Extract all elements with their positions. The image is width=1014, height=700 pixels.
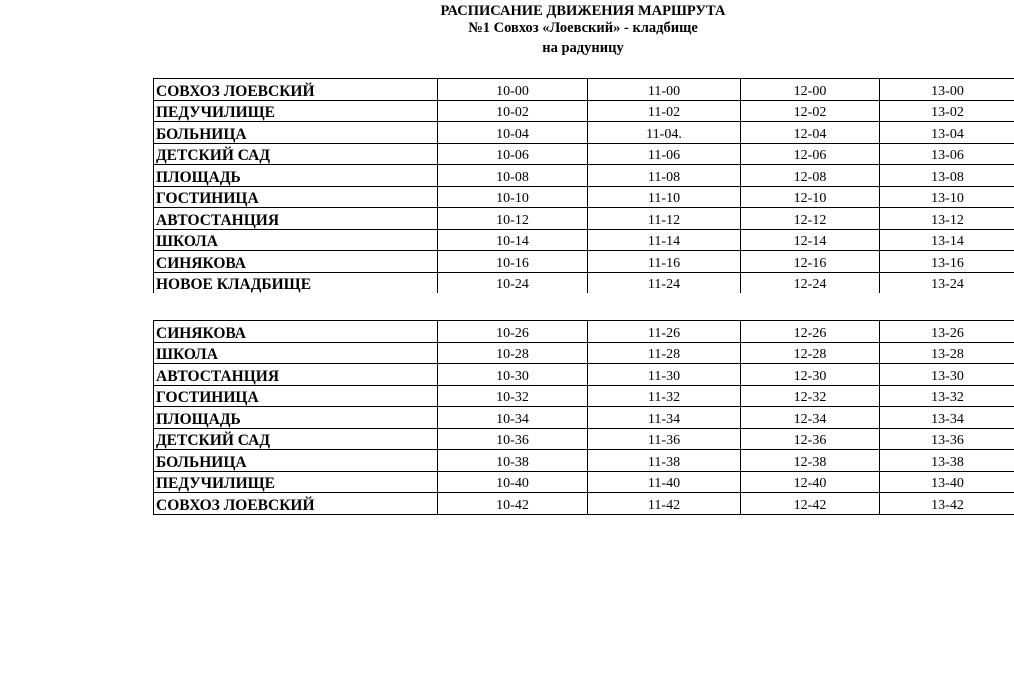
departure-time-cell: 12-04 — [741, 122, 880, 144]
stop-name-cell: ДЕТСКИЙ САД — [154, 143, 438, 165]
stop-name-cell: СОВХОЗ ЛОЕВСКИЙ — [154, 493, 438, 515]
departure-time-cell: 13-40 — [880, 471, 1014, 493]
departure-time-cell: 13-08 — [880, 165, 1014, 187]
departure-time-cell: 10-08 — [438, 165, 588, 187]
table-row — [154, 229, 1014, 251]
departure-time-cell: 10-42 — [438, 493, 588, 515]
departure-time-cell: 13-26 — [880, 321, 1014, 343]
departure-time-cell: 10-36 — [438, 428, 588, 450]
departure-time-cell: 12-16 — [741, 251, 880, 273]
departure-time-cell: 13-02 — [880, 100, 1014, 122]
departure-time-cell: 13-10 — [880, 186, 1014, 208]
table-row — [154, 186, 1014, 208]
table-row — [154, 407, 1014, 429]
outbound-schedule-table — [153, 78, 1014, 293]
departure-time-cell: 11-42 — [588, 493, 741, 515]
departure-time-cell: 12-12 — [741, 208, 880, 230]
departure-time-cell: 11-12 — [588, 208, 741, 230]
departure-time-cell: 11-32 — [588, 385, 741, 407]
departure-time-cell: 11-40 — [588, 471, 741, 493]
departure-time-cell: 10-10 — [438, 186, 588, 208]
departure-time-cell: 11-02 — [588, 100, 741, 122]
departure-time-cell: 10-04 — [438, 122, 588, 144]
departure-time-cell: 10-28 — [438, 342, 588, 364]
departure-time-cell: 11-00 — [588, 79, 741, 101]
stop-name-cell: БОЛЬНИЦА — [154, 450, 438, 472]
departure-time-cell: 12-24 — [741, 272, 880, 293]
departure-time-cell: 12-30 — [741, 364, 880, 386]
departure-time-cell: 10-02 — [438, 100, 588, 122]
stop-name-cell: НОВОЕ КЛАДБИЩЕ — [154, 272, 438, 293]
table-row — [154, 165, 1014, 187]
departure-time-cell: 13-42 — [880, 493, 1014, 515]
stop-name-cell: ШКОЛА — [154, 229, 438, 251]
departure-time-cell: 11-30 — [588, 364, 741, 386]
departure-time-cell: 13-36 — [880, 428, 1014, 450]
table-row — [154, 100, 1014, 122]
departure-time-cell: 10-00 — [438, 79, 588, 101]
departure-time-cell: 11-08 — [588, 165, 741, 187]
departure-time-cell: 13-14 — [880, 229, 1014, 251]
departure-time-cell: 13-24 — [880, 272, 1014, 293]
stop-name-cell: ПЕДУЧИЛИЩЕ — [154, 100, 438, 122]
return-schedule-table — [153, 320, 1014, 515]
table-row — [154, 342, 1014, 364]
stop-name-cell: ШКОЛА — [154, 342, 438, 364]
departure-time-cell: 10-16 — [438, 251, 588, 273]
departure-time-cell: 12-00 — [741, 79, 880, 101]
departure-time-cell: 13-32 — [880, 385, 1014, 407]
departure-time-cell: 12-10 — [741, 186, 880, 208]
departure-time-cell: 12-38 — [741, 450, 880, 472]
departure-time-cell: 11-34 — [588, 407, 741, 429]
departure-time-cell: 12-26 — [741, 321, 880, 343]
departure-time-cell: 11-16 — [588, 251, 741, 273]
schedule-occasion: на радуницу — [542, 40, 624, 56]
departure-time-cell: 12-02 — [741, 100, 880, 122]
table-row — [154, 450, 1014, 472]
stop-name-cell: АВТОСТАНЦИЯ — [154, 208, 438, 230]
departure-time-cell: 13-30 — [880, 364, 1014, 386]
departure-time-cell: 10-14 — [438, 229, 588, 251]
departure-time-cell: 12-14 — [741, 229, 880, 251]
departure-time-cell: 11-38 — [588, 450, 741, 472]
departure-time-cell: 12-40 — [741, 471, 880, 493]
stop-name-cell: ДЕТСКИЙ САД — [154, 428, 438, 450]
departure-time-cell: 11-24 — [588, 272, 741, 293]
departure-time-cell: 13-00 — [880, 79, 1014, 101]
table-row — [154, 471, 1014, 493]
outbound-rows — [154, 79, 1014, 294]
departure-time-cell: 10-30 — [438, 364, 588, 386]
departure-time-cell: 13-12 — [880, 208, 1014, 230]
stop-name-cell: БОЛЬНИЦА — [154, 122, 438, 144]
stop-name-cell: ГОСТИНИЦА — [154, 385, 438, 407]
departure-time-cell: 11-14 — [588, 229, 741, 251]
table-row — [154, 79, 1014, 101]
return-rows — [154, 321, 1014, 515]
table-row — [154, 122, 1014, 144]
departure-time-cell: 10-26 — [438, 321, 588, 343]
departure-time-cell: 13-34 — [880, 407, 1014, 429]
departure-time-cell: 12-32 — [741, 385, 880, 407]
departure-time-cell: 10-12 — [438, 208, 588, 230]
departure-time-cell: 11-36 — [588, 428, 741, 450]
table-row — [154, 493, 1014, 515]
departure-time-cell: 12-34 — [741, 407, 880, 429]
route-name: №1 Совхоз «Лоевский» - кладбище — [468, 20, 698, 36]
departure-time-cell: 11-10 — [588, 186, 741, 208]
departure-time-cell: 13-28 — [880, 342, 1014, 364]
table-row — [154, 143, 1014, 165]
departure-time-cell: 13-06 — [880, 143, 1014, 165]
stop-name-cell: ПЛОЩАДЬ — [154, 407, 438, 429]
departure-time-cell: 10-32 — [438, 385, 588, 407]
table-row — [154, 251, 1014, 273]
stop-name-cell: СИНЯКОВА — [154, 251, 438, 273]
departure-time-cell: 12-08 — [741, 165, 880, 187]
departure-time-cell: 12-36 — [741, 428, 880, 450]
stop-name-cell: АВТОСТАНЦИЯ — [154, 364, 438, 386]
departure-time-cell: 13-38 — [880, 450, 1014, 472]
stop-name-cell: ПЕДУЧИЛИЩЕ — [154, 471, 438, 493]
departure-time-cell: 13-04 — [880, 122, 1014, 144]
departure-time-cell: 10-40 — [438, 471, 588, 493]
departure-time-cell: 10-38 — [438, 450, 588, 472]
table-row — [154, 364, 1014, 386]
stop-name-cell: ГОСТИНИЦА — [154, 186, 438, 208]
departure-time-cell: 11-04. — [588, 122, 741, 144]
departure-time-cell: 10-34 — [438, 407, 588, 429]
stop-name-cell: СИНЯКОВА — [154, 321, 438, 343]
table-row — [154, 321, 1014, 343]
departure-time-cell: 10-06 — [438, 143, 588, 165]
departure-time-cell: 13-16 — [880, 251, 1014, 273]
departure-time-cell: 12-28 — [741, 342, 880, 364]
departure-time-cell: 11-06 — [588, 143, 741, 165]
table-row — [154, 272, 1014, 293]
departure-time-cell: 10-24 — [438, 272, 588, 293]
stop-name-cell: ПЛОЩАДЬ — [154, 165, 438, 187]
departure-time-cell: 11-26 — [588, 321, 741, 343]
departure-time-cell: 12-06 — [741, 143, 880, 165]
schedule-title: РАСПИСАНИЕ ДВИЖЕНИЯ МАРШРУТА — [440, 3, 726, 19]
table-row — [154, 385, 1014, 407]
table-row — [154, 428, 1014, 450]
departure-time-cell: 11-28 — [588, 342, 741, 364]
departure-time-cell: 12-42 — [741, 493, 880, 515]
table-row — [154, 208, 1014, 230]
stop-name-cell: СОВХОЗ ЛОЕВСКИЙ — [154, 79, 438, 101]
